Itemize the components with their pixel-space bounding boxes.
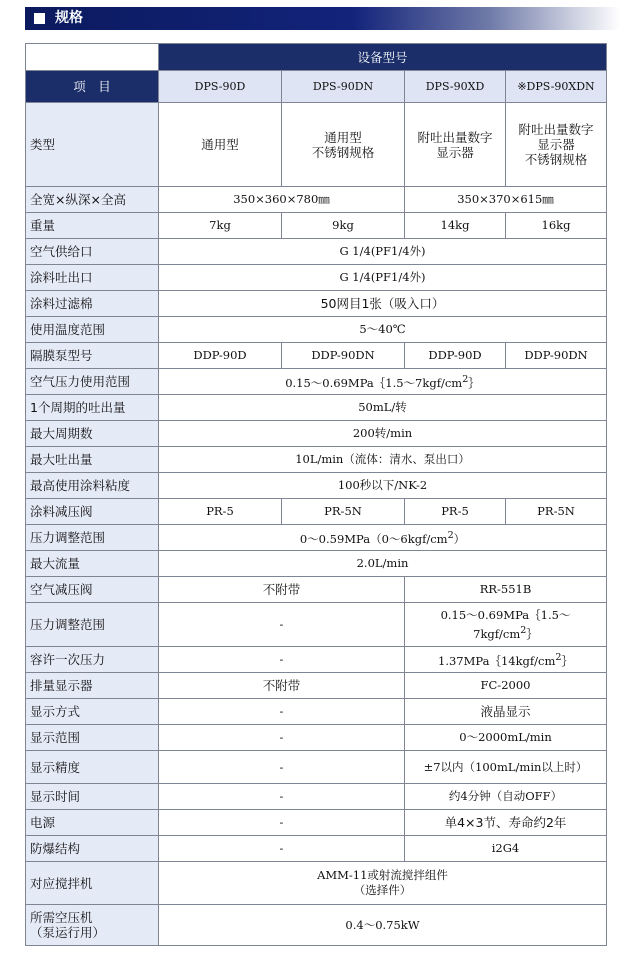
pump-model-value-3: DDP-90D: [405, 343, 506, 369]
header-square-icon: [34, 13, 45, 24]
table-row: [26, 577, 607, 603]
max-cycles-value: 200转/min: [159, 421, 607, 447]
air-pressure-tail: ｝: [468, 375, 480, 390]
model-header-2: DPS-90DN: [282, 71, 405, 103]
air-pressure-value: [159, 369, 607, 395]
display-mode-value-display: 液晶显示: [405, 699, 607, 725]
dimensions-value-std: 350×360×780㎜: [159, 187, 405, 213]
pump-model-value-1: DDP-90D: [159, 343, 282, 369]
table-row: [26, 810, 607, 836]
air-reducer-value-std: 不附带: [159, 577, 405, 603]
table-row: [26, 317, 607, 343]
air-inlet-value: G 1/4(PF1/4外): [159, 239, 607, 265]
pressure-adjust-tail: ）: [453, 531, 466, 546]
explosion-proof-value-display: i2G4: [405, 836, 607, 862]
section-title: 规格: [55, 10, 83, 26]
model-header-3: DPS-90XD: [405, 71, 506, 103]
compressor-value: 0.4～0.75kW: [159, 905, 607, 946]
blank-corner-cell: [26, 44, 159, 71]
item-header: 项 目: [26, 71, 159, 103]
display-mode-value-std: -: [159, 699, 405, 725]
paint-reducer-value-2: PR-5N: [282, 499, 405, 525]
compressor-label-line1: 所需空压机: [30, 910, 93, 925]
cycle-output-value: 50mL/转: [159, 395, 607, 421]
primary-pressure-value-std: -: [159, 647, 405, 673]
row-label-weight: 重量: [26, 213, 159, 239]
row-label-paint-outlet: 涂料吐出口: [26, 265, 159, 291]
model-header-1: DPS-90D: [159, 71, 282, 103]
table-row: [26, 71, 607, 103]
row-label-pressure-adjust: 压力调整范围: [26, 525, 159, 551]
table-row: [26, 499, 607, 525]
row-label-compressor: [26, 905, 159, 946]
display-time-value-display: 约4分钟（自动OFF）: [405, 784, 607, 810]
table-row: [26, 239, 607, 265]
paint-outlet-value: G 1/4(PF1/4外): [159, 265, 607, 291]
max-output-value: 10L/min（流体：清水、泵出口）: [159, 447, 607, 473]
row-label-temp-range: 使用温度范围: [26, 317, 159, 343]
row-label-primary-pressure: 容许一次压力: [26, 647, 159, 673]
row-label-cycle-output: 1个周期的吐出量: [26, 395, 159, 421]
type-cell-1: 通用型: [159, 103, 282, 187]
explosion-proof-value-std: -: [159, 836, 405, 862]
row-label-air-inlet: 空气供给口: [26, 239, 159, 265]
agitator-value: [159, 862, 607, 905]
table-row: [26, 213, 607, 239]
row-label-display-accuracy: 显示精度: [26, 751, 159, 784]
section-header-bar: [25, 7, 620, 30]
pump-model-value-2: DDP-90DN: [282, 343, 405, 369]
paint-reducer-value-4: PR-5N: [506, 499, 607, 525]
row-label-pressure-adjust-2: 压力调整范围: [26, 603, 159, 647]
spec-table: [25, 43, 607, 946]
row-label-display-range: 显示范围: [26, 725, 159, 751]
max-viscosity-value: 100秒以下/NK-2: [159, 473, 607, 499]
table-row: [26, 699, 607, 725]
row-label-type: 类型: [26, 103, 159, 187]
table-row: [26, 751, 607, 784]
paint-reducer-value-1: PR-5: [159, 499, 282, 525]
power-value-std: -: [159, 810, 405, 836]
paint-filter-value: 50网目1张（吸入口）: [159, 291, 607, 317]
model-group-header: 设备型号: [159, 44, 607, 71]
flow-display-value-std: 不附带: [159, 673, 405, 699]
table-row: [26, 44, 607, 71]
primary-pressure-sup: 2: [555, 652, 562, 664]
table-row: [26, 647, 607, 673]
weight-value-1: 7kg: [159, 213, 282, 239]
pressure-adjust-sup: 2: [447, 530, 454, 542]
power-value-display: 单4×3节、寿命约2年: [405, 810, 607, 836]
pressure-adjust-2-line1: 0.15～0.69MPa｛1.5～: [440, 607, 571, 622]
display-accuracy-value-std: -: [159, 751, 405, 784]
display-range-value-std: -: [159, 725, 405, 751]
table-row: [26, 343, 607, 369]
row-label-display-time: 显示时间: [26, 784, 159, 810]
pressure-adjust-2-line2: 7kgf/cm: [473, 626, 521, 641]
table-row: [26, 447, 607, 473]
row-label-pump-model: 隔膜泵型号: [26, 343, 159, 369]
table-row: [26, 421, 607, 447]
dimensions-value-display: 350×370×615㎜: [405, 187, 607, 213]
pressure-adjust-2-tail: ｝: [526, 626, 538, 641]
agitator-line2: （选择件）: [353, 883, 412, 897]
row-label-power: 电源: [26, 810, 159, 836]
air-pressure-text: 0.15～0.69MPa｛1.5～7kgf/cm: [285, 375, 463, 390]
table-row: [26, 525, 607, 551]
row-label-flow-display: 排量显示器: [26, 673, 159, 699]
pressure-adjust-2-value-std: -: [159, 603, 405, 647]
weight-value-2: 9kg: [282, 213, 405, 239]
compressor-label-line2: （泵运行用）: [30, 925, 106, 940]
primary-pressure-tail: ｝: [561, 653, 574, 668]
pump-model-value-4: DDP-90DN: [506, 343, 607, 369]
row-label-dimensions: 全宽×纵深×全高: [26, 187, 159, 213]
table-row: [26, 187, 607, 213]
display-time-value-std: -: [159, 784, 405, 810]
paint-reducer-value-3: PR-5: [405, 499, 506, 525]
weight-value-4: 16kg: [506, 213, 607, 239]
pressure-adjust-text: 0～0.59MPa（0～6kgf/cm: [299, 531, 448, 546]
row-label-explosion-proof: 防爆结构: [26, 836, 159, 862]
table-row: [26, 103, 607, 187]
type-cell-3: 附吐出量数字 显示器: [405, 103, 506, 187]
primary-pressure-value-display: [405, 647, 607, 673]
row-label-air-pressure: 空气压力使用范围: [26, 369, 159, 395]
row-label-display-mode: 显示方式: [26, 699, 159, 725]
table-row: [26, 473, 607, 499]
row-label-paint-filter: 涂料过滤棉: [26, 291, 159, 317]
row-label-paint-reducer: 涂料减压阀: [26, 499, 159, 525]
row-label-max-output: 最大吐出量: [26, 447, 159, 473]
display-range-value-display: 0～2000mL/min: [405, 725, 607, 751]
flow-display-value-display: FC-2000: [405, 673, 607, 699]
table-row: [26, 673, 607, 699]
model-header-4: ※DPS-90XDN: [506, 71, 607, 103]
max-flow-value: 2.0L/min: [159, 551, 607, 577]
table-row: [26, 725, 607, 751]
table-row: [26, 265, 607, 291]
table-row: [26, 551, 607, 577]
agitator-line1: AMM-11或射流搅拌组件: [317, 868, 448, 882]
row-label-agitator: 对应搅拌机: [26, 862, 159, 905]
pressure-adjust-value: [159, 525, 607, 551]
pressure-adjust-2-sup: 2: [520, 624, 527, 636]
pressure-adjust-2-value-display: [405, 603, 607, 647]
table-row: [26, 395, 607, 421]
weight-value-3: 14kg: [405, 213, 506, 239]
temp-range-value: 5～40℃: [159, 317, 607, 343]
row-label-max-flow: 最大流量: [26, 551, 159, 577]
table-row: [26, 603, 607, 647]
table-row: [26, 369, 607, 395]
primary-pressure-text: 1.37MPa｛14kgf/cm: [438, 653, 556, 668]
table-row: [26, 784, 607, 810]
row-label-max-cycles: 最大周期数: [26, 421, 159, 447]
table-row: [26, 905, 607, 946]
air-pressure-sup: 2: [462, 374, 469, 386]
table-row: [26, 862, 607, 905]
row-label-air-reducer: 空气减压阀: [26, 577, 159, 603]
table-row: [26, 836, 607, 862]
air-reducer-value-display: RR-551B: [405, 577, 607, 603]
display-accuracy-value-display: ±7以内（100mL/min以上时）: [405, 751, 607, 784]
type-cell-2: 通用型 不锈钢规格: [282, 103, 405, 187]
row-label-max-viscosity: 最高使用涂料粘度: [26, 473, 159, 499]
type-cell-4: 附吐出量数字 显示器 不锈钢规格: [506, 103, 607, 187]
table-row: [26, 291, 607, 317]
